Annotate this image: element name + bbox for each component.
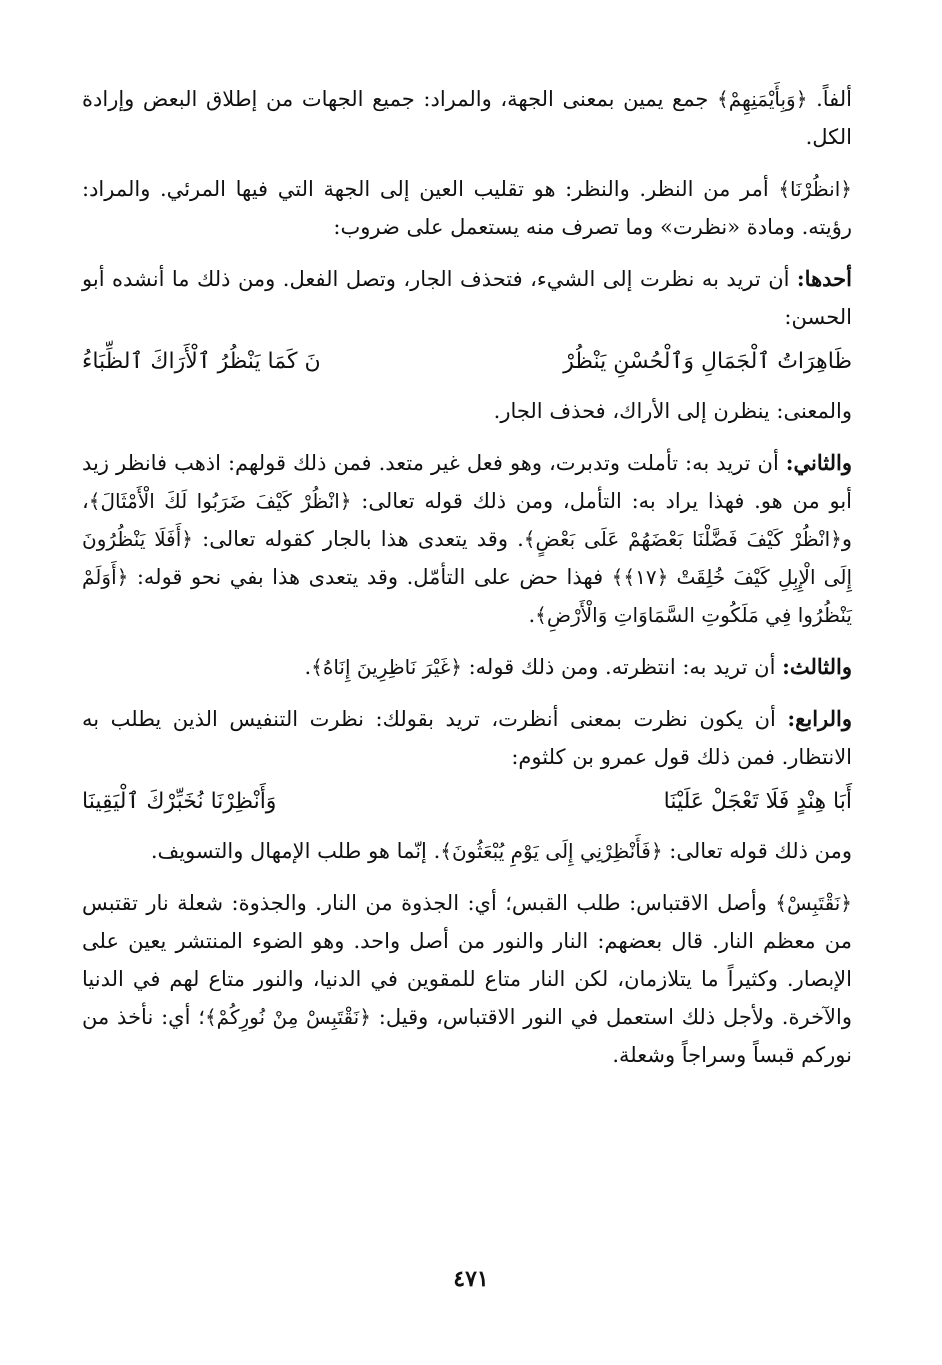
poem-hemistich-right: أَبَا هِنْدٍ فَلَا تَعْجَلْ عَلَيْنَا [663,789,852,814]
paragraph-1 [82,80,852,156]
text: ألفاً. [807,87,852,111]
section-lead: والرابع: [787,706,852,731]
text: أمر من النظر. والنظر: هو تقليب العين إلى الجهة التي فيها المرئي. والمراد: رؤيته. ومادة «نظرت» وما تصرف منه يستعمل على ضروب: [82,177,852,239]
section-lead: والثالث: [782,654,852,679]
paragraph-3 [82,260,852,336]
text: . وقد يتعدى هذا بالجار كقوله تعالى: [192,527,524,551]
poem-verse-2 [82,782,852,822]
quran-quote: ﴿وَبِأَيْمَنِهِمْ﴾ [716,87,808,111]
text: والمعنى: ينظرن إلى الأراك، فحذف الجار. [493,399,852,423]
text: . [528,603,536,627]
section-lead: أحدها: [796,266,852,291]
paragraph-2 [82,170,852,246]
paragraph-6 [82,648,852,686]
text: . [304,655,312,679]
paragraph-4 [82,392,852,430]
paragraph-8 [82,832,852,870]
text: وأصل الاقتباس: طلب القبس؛ أي: الجذوة من النار. والجذوة: شعلة نار تقتبس من معظم النار. قال بعضهم: النار والنور من أصل واحد. وهو الضوء المنتشر يعين على الإبصار. وكثيراً ما يتلازمان، لكن النار متاع للمقوين في الدنيا، والنور متاع لهم في الدنيا والآخرة. ولأجل ذلك استعمل في النور الاقتباس، وقيل: [82,891,853,1029]
page-body [82,80,852,1088]
section-lead: والثاني: [785,450,852,475]
quran-quote: ﴿نَقْتَبِسْ مِنْ نُورِكُمْ﴾ [204,1005,371,1029]
text: ومن ذلك قوله تعالى: [662,839,852,863]
text: أن يكون نظرت بمعنى أنظرت، تريد بقولك: نظرت التنفيس الذين يطلب به الانتظار. فمن ذلك قول عمرو بن كلثوم: [82,707,852,769]
poem-hemistich-left: نَ كَمَا يَنْظُرُ ٱلْأَرَاكَ ٱلظِّبَاءُ [82,349,321,374]
quran-quote: ﴿نَقْتَبِسْ﴾ [775,891,852,915]
quran-quote: ﴿غَيْرَ نَاظِرِينَ إِنَاهُ﴾ [311,655,462,679]
page-number: ٤٧١ [453,1266,489,1292]
quran-quote: ﴿أَفَلَا يَنْظُرُونَ إِلَى الْإِبِلِ كَيْفَ خُلِقَتْ ﴿١٧﴾﴾ [82,527,852,589]
quran-quote: ﴿انظُرْنَا﴾ [778,177,852,201]
text: . إنّما هو طلب الإمهال والتسويف. [150,839,441,863]
paragraph-9 [82,884,852,1074]
quran-quote: ﴿انْظُرْ كَيْفَ فَضَّلْنَا بَعْضَهُمْ عَلَى بَعْضٍ﴾ [523,527,842,551]
poem-hemistich-right: ظَاهِرَاتُ ٱلْجَمَالِ وَٱلْحُسْنِ يَنْظُرْ [563,349,852,374]
poem-hemistich-left: وَأَنْظِرْنَا نُخَبِّرْكَ ٱلْيَقِينَا [82,789,277,814]
quran-quote: ﴿فَأَنْظِرْنِي إِلَى يَوْمِ يُبْعَثُونَ﴾ [440,839,663,863]
paragraph-5 [82,444,852,634]
quran-quote: ﴿انْظُرْ كَيْفَ ضَرَبُوا لَكَ الْأَمْثَالَ﴾ [88,489,352,513]
text: جمع يمين بمعنى الجهة، والمراد: جميع الجهات من إطلاق البعض وإرادة الكل. [82,87,852,149]
paragraph-7 [82,700,852,776]
quran-quote: ﴿أَوَلَمْ يَنْظُرُوا فِي مَلَكُوتِ السَّمَاوَاتِ وَالْأَرْضِ﴾ [82,565,852,627]
poem-verse-1 [82,342,852,382]
text: أن تريد به نظرت إلى الشيء، فتحذف الجار، وتصل الفعل. ومن ذلك ما أنشده أبو الحسن: [82,267,852,329]
text: فهذا حض على التأمّل. وقد يتعدى هذا بفي نحو قوله: [128,565,612,589]
text: ، و [82,489,853,551]
text: أن تريد به: تأملت وتدبرت، وهو فعل غير متعد. فمن ذلك قولهم: اذهب فانظر زيد أبو من هو. فهذا يراد به: التأمل، ومن ذلك قوله تعالى: [82,451,853,513]
text: أن تريد به: انتظرته. ومن ذلك قوله: [461,655,783,679]
text: ؛ أي: نأخذ من نوركم قبساً وسراجاً وشعلة. [82,1005,852,1067]
